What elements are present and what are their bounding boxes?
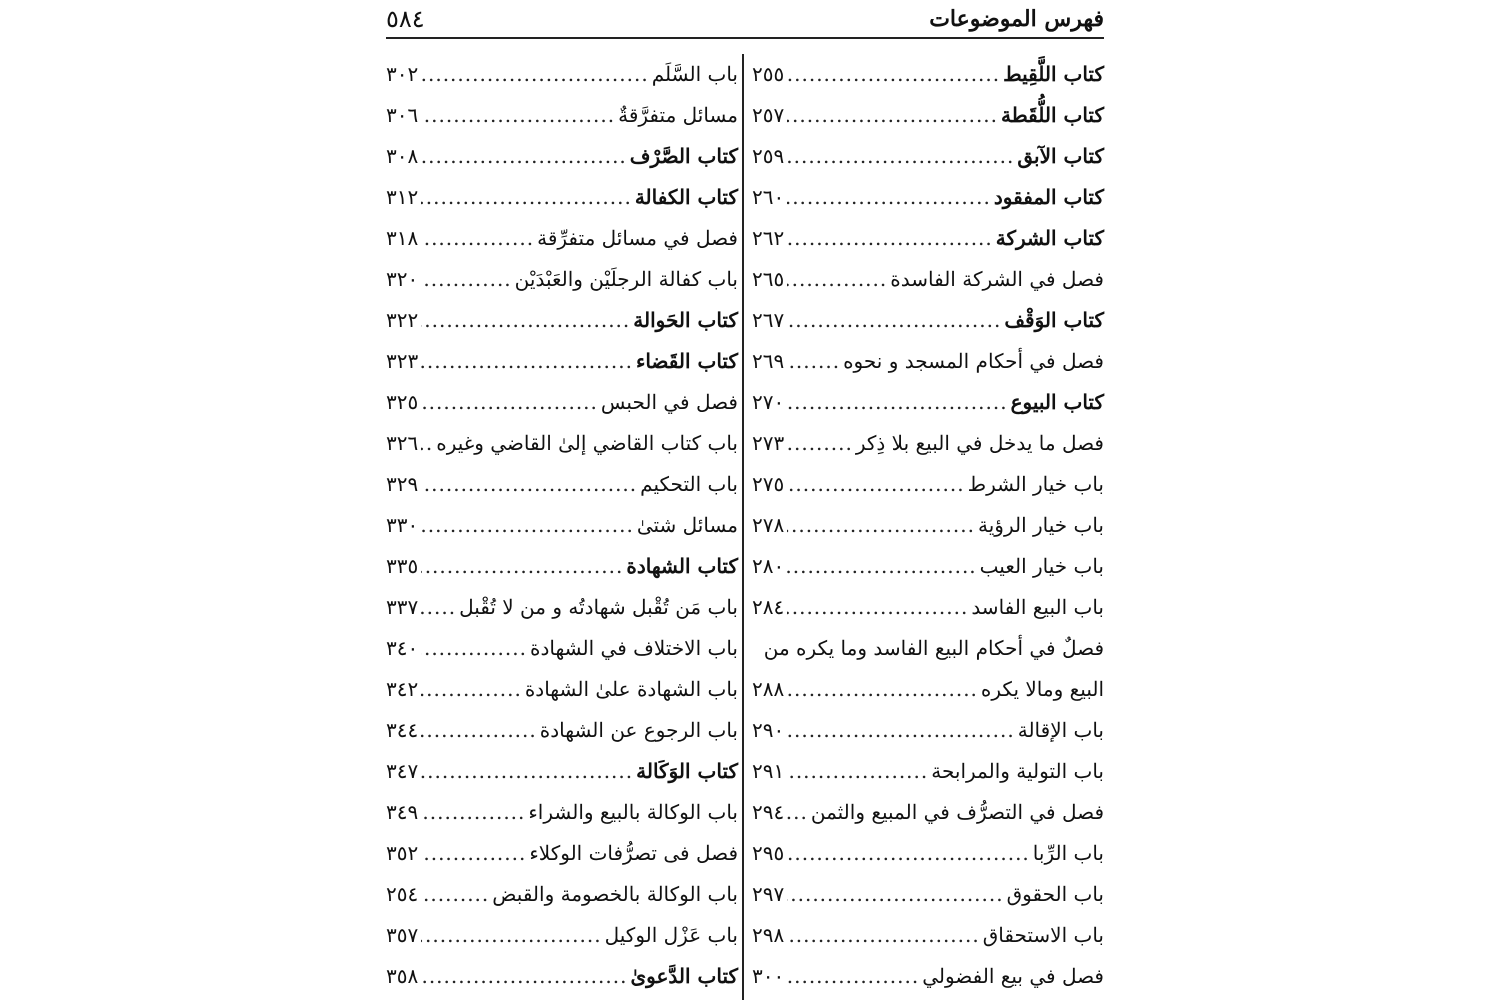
index-entry [386, 136, 738, 177]
entry-page-number: ٢٥٤ [386, 882, 419, 906]
entry-title: باب التحكيم [640, 472, 738, 496]
index-entry [752, 54, 1104, 95]
leader-dots [787, 710, 1014, 751]
entry-page-number: ٣٢٦ [386, 431, 419, 455]
column-divider [742, 54, 744, 1000]
leader-dots [421, 300, 630, 341]
index-entry [752, 136, 1104, 177]
entry-title: باب الاستحقاق [982, 923, 1104, 947]
index-entry [752, 300, 1104, 341]
leader-dots [421, 833, 526, 874]
entry-page-number: ٢٥٧ [752, 103, 785, 127]
leader-dots [421, 341, 633, 382]
entry-page-number: ٢٩٧ [752, 882, 785, 906]
leader-dots [787, 833, 1030, 874]
entry-title: باب الرِّبا [1032, 841, 1104, 865]
entry-title: البيع ومالا يكره [980, 677, 1104, 701]
entry-page-number: ٢٩٥ [752, 841, 785, 865]
leader-dots [787, 177, 991, 218]
entry-page-number: ٢٧٠ [752, 390, 785, 414]
leader-dots [421, 505, 634, 546]
index-entry [386, 341, 738, 382]
entry-title: باب السَّلَم [651, 62, 738, 86]
leader-dots [421, 546, 623, 587]
leader-dots [421, 587, 456, 628]
entry-title: كتاب الوَقْف [1004, 308, 1104, 332]
entry-page-number: ٣٤٤ [386, 718, 419, 742]
entry-title: كتاب الوَكَالة [636, 759, 738, 783]
index-entry [752, 546, 1104, 587]
index-entry [752, 218, 1104, 259]
page-title: فهرس الموضوعات [929, 6, 1104, 32]
index-entry [752, 915, 1104, 956]
index-entry [386, 587, 738, 628]
entry-page-number: ٣٢٩ [386, 472, 419, 496]
index-entry [386, 300, 738, 341]
index-entry [386, 95, 738, 136]
entry-title: باب الحقوق [1006, 882, 1104, 906]
leader-dots [787, 464, 964, 505]
index-entry [752, 587, 1104, 628]
index-entry [386, 464, 738, 505]
index-column-right [752, 54, 1104, 997]
entry-title: مسائل شتىٰ [636, 513, 738, 537]
index-entry [752, 874, 1104, 915]
index-entry [386, 833, 738, 874]
index-entry [386, 505, 738, 546]
entry-page-number: ٢٩٠ [752, 718, 785, 742]
entry-title: فصل في التصرُّف في المبيع والثمن [810, 800, 1104, 824]
leader-dots [787, 54, 1000, 95]
entry-title: كتاب الصَّرْف [629, 144, 738, 168]
entry-title: فصل في أحكام المسجد و نحوه [843, 349, 1104, 373]
index-entry [386, 218, 738, 259]
entry-title: كتاب اللُّقَطة [1001, 103, 1104, 127]
page-number: ٥٨٤ [386, 5, 425, 33]
leader-dots [787, 874, 1003, 915]
index-entry [752, 341, 1104, 382]
leader-dots [787, 341, 840, 382]
entry-page-number: ٢٦٠ [752, 185, 785, 209]
entry-title: فصل في الشركة الفاسدة [890, 267, 1104, 291]
leader-dots [421, 177, 632, 218]
page-header [386, 2, 1104, 36]
leader-dots [421, 792, 525, 833]
leader-dots [421, 95, 615, 136]
entry-title: باب مَن تُقْبل شهادتُه و من لا تُقْبل [459, 595, 738, 619]
leader-dots [421, 751, 633, 792]
entry-title: كتاب الكفالة [634, 185, 738, 209]
entry-page-number: ٣١٢ [386, 185, 419, 209]
entry-title: كتاب المفقود [993, 185, 1104, 209]
leader-dots [787, 259, 887, 300]
leader-dots [421, 259, 511, 300]
entry-title: فصل في مسائل متفرِّقة [537, 226, 738, 250]
entry-page-number: ٣٤٩ [386, 800, 419, 824]
entry-title: باب خيار الشرط [967, 472, 1104, 496]
leader-dots [787, 751, 928, 792]
entry-title: كتاب القَضاء [635, 349, 738, 373]
entry-page-number: ٣٠٠ [752, 964, 785, 988]
entry-page-number: ٣٥٨ [386, 964, 419, 988]
index-entry [752, 956, 1104, 997]
entry-page-number: ٢٦٧ [752, 308, 785, 332]
index-entry [386, 915, 738, 956]
entry-page-number: ٢٨٠ [752, 554, 785, 578]
index-entry [386, 546, 738, 587]
entry-title: فصل ما يدخل في البيع بلا ذِكر [855, 431, 1104, 455]
index-page [386, 0, 1104, 1000]
leader-dots [421, 218, 534, 259]
entry-title: فصل في بيع الفضولي [922, 964, 1104, 988]
entry-page-number: ٢٩٨ [752, 923, 785, 947]
leader-dots [787, 505, 975, 546]
leader-dots [787, 669, 978, 710]
entry-page-number: ٢٥٥ [752, 62, 785, 86]
leader-dots [787, 218, 993, 259]
index-entry [386, 792, 738, 833]
index-column-left [386, 54, 738, 997]
index-entry [752, 628, 1104, 669]
leader-dots [421, 915, 601, 956]
index-entry [386, 259, 738, 300]
entry-title: فصل في الحبس [600, 390, 738, 414]
index-entry [752, 423, 1104, 464]
leader-dots [421, 54, 648, 95]
entry-title: كتاب البيوع [1010, 390, 1104, 414]
entry-page-number: ٣٣٠ [386, 513, 419, 537]
leader-dots [787, 136, 1014, 177]
entry-page-number: ٣٤٧ [386, 759, 419, 783]
leader-dots [787, 792, 808, 833]
entry-page-number: ٢٦٢ [752, 226, 785, 250]
entry-title: باب عَزْل الوكيل [604, 923, 738, 947]
entry-page-number: ٢٩١ [752, 759, 785, 783]
entry-page-number: ٢٨٤ [752, 595, 785, 619]
entry-title: باب البيع الفاسد [971, 595, 1104, 619]
entry-title: باب التولية والمرابحة [931, 759, 1104, 783]
index-entry [386, 751, 738, 792]
index-entry [752, 177, 1104, 218]
entry-title: باب الوكالة بالبيع والشراء [528, 800, 738, 824]
index-entry [386, 382, 738, 423]
index-entry [386, 628, 738, 669]
index-entry [752, 833, 1104, 874]
entry-page-number: ٣٥٧ [386, 923, 419, 947]
index-entry [752, 792, 1104, 833]
leader-dots [421, 382, 598, 423]
entry-title: باب الاختلاف في الشهادة [529, 636, 738, 660]
index-entry [386, 54, 738, 95]
leader-dots [787, 915, 980, 956]
leader-dots [421, 464, 637, 505]
index-entry [752, 505, 1104, 546]
entry-page-number: ٣٢٢ [386, 308, 419, 332]
entry-title: باب الرجوع عن الشهادة [539, 718, 738, 742]
leader-dots [421, 956, 627, 997]
entry-title: كتاب الشركة [995, 226, 1104, 250]
entry-title: كتاب الدَّعوىٰ [630, 964, 738, 988]
entry-page-number: ٢٥٩ [752, 144, 785, 168]
entry-page-number: ٣٣٧ [386, 595, 419, 619]
entry-page-number: ٣٤٠ [386, 636, 419, 660]
index-entry [752, 464, 1104, 505]
index-entry [752, 669, 1104, 710]
entry-page-number: ٣٠٨ [386, 144, 419, 168]
leader-dots [421, 628, 527, 669]
entry-title: باب خيار العيب [979, 554, 1104, 578]
entry-page-number: ٢٦٥ [752, 267, 785, 291]
index-entry [386, 423, 738, 464]
entry-page-number: ٢٧٣ [752, 431, 785, 455]
entry-page-number: ٣١٨ [386, 226, 419, 250]
entry-title: كتاب الشهادة [626, 554, 738, 578]
entry-title: باب الشهادة علىٰ الشهادة [524, 677, 738, 701]
index-entry [752, 710, 1104, 751]
entry-page-number: ٣٤٢ [386, 677, 419, 701]
entry-title: باب كفالة الرجلَيْن والعَبْدَيْن [514, 267, 738, 291]
entry-page-number: ٢٩٤ [752, 800, 785, 824]
entry-title: كتاب الآبق [1017, 144, 1104, 168]
header-rule [386, 37, 1104, 39]
entry-title: كتاب اللَّقِيط [1003, 62, 1104, 86]
entry-page-number: ٣٢٣ [386, 349, 419, 373]
index-entry [386, 177, 738, 218]
entry-page-number: ٢٧٥ [752, 472, 785, 496]
entry-page-number: ٢٨٨ [752, 677, 785, 701]
entry-title: كتاب الحَوالة [633, 308, 738, 332]
index-entry [752, 382, 1104, 423]
index-entry [752, 95, 1104, 136]
entry-title: باب كتاب القاضي إلىٰ القاضي وغيره [436, 431, 738, 455]
leader-dots [787, 956, 919, 997]
index-entry [386, 956, 738, 997]
entry-page-number: ٢٦٩ [752, 349, 785, 373]
index-entry [752, 259, 1104, 300]
index-entry [386, 874, 738, 915]
leader-dots [421, 669, 522, 710]
entry-title: باب الوكالة بالخصومة والقبض [492, 882, 738, 906]
entry-page-number: ٣٠٦ [386, 103, 419, 127]
entry-page-number: ٣٣٥ [386, 554, 419, 578]
leader-dots [421, 136, 627, 177]
entry-page-number: ٣٥٢ [386, 841, 419, 865]
index-entry [386, 669, 738, 710]
entry-title: باب الإقالة [1017, 718, 1104, 742]
index-entry [386, 710, 738, 751]
leader-dots [787, 382, 1007, 423]
entry-title: باب خيار الرؤية [978, 513, 1104, 537]
leader-dots [421, 710, 537, 751]
entry-title: فصل فى تصرُّفات الوكلاء [529, 841, 738, 865]
leader-dots [787, 95, 998, 136]
leader-dots [421, 423, 433, 464]
leader-dots [787, 300, 1001, 341]
leader-dots [421, 874, 489, 915]
entry-page-number: ٣٢٥ [386, 390, 419, 414]
entry-page-number: ٢٧٨ [752, 513, 785, 537]
entry-title: مسائل متفرَّقةٌ [618, 103, 738, 127]
entry-title: فصلٌ في أحكام البيع الفاسد وما يكره من [763, 636, 1104, 660]
entry-page-number: ٣٢٠ [386, 267, 419, 291]
leader-dots [787, 546, 976, 587]
leader-dots [787, 587, 968, 628]
leader-dots [787, 423, 853, 464]
index-entry [752, 751, 1104, 792]
entry-page-number: ٣٠٢ [386, 62, 419, 86]
